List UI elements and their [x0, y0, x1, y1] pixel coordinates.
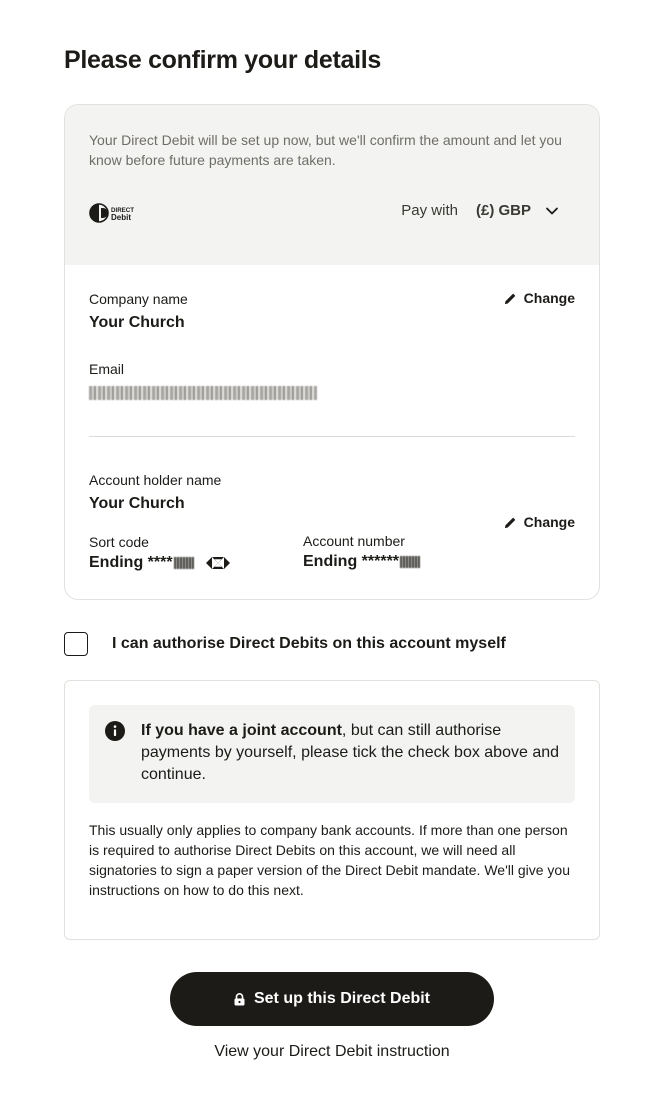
bank-logo-icon	[206, 556, 230, 570]
change-company-label: Change	[523, 290, 575, 306]
sort-code-label: Sort code	[89, 534, 149, 550]
authorise-checkbox[interactable]	[64, 632, 88, 656]
page-title: Please confirm your details	[64, 46, 382, 74]
info-text-bold: If you have a joint account	[141, 722, 342, 739]
currency-selector[interactable]	[401, 202, 559, 219]
account-number-label: Account number	[303, 533, 405, 549]
summary-panel	[65, 105, 599, 265]
account-holder-label: Account holder name	[89, 472, 222, 488]
sort-code-digits-redacted	[174, 557, 194, 569]
consent-row	[64, 632, 506, 656]
info-paragraph: This usually only applies to company bank accounts. If more than one person is required to authorise Direct Debits on this account, we will need all signatories to sign a paper version of the Direct Debit mandate. We'll give you instructions on how to do this next.	[89, 822, 570, 898]
view-instruction-link[interactable]: View your Direct Debit instruction	[214, 1043, 450, 1060]
details-card	[64, 104, 600, 600]
sort-code-value: Ending ****	[89, 554, 173, 571]
currency-value: (£) GBP	[475, 202, 531, 219]
email-value-redacted	[89, 386, 317, 400]
company-name-label: Company name	[89, 291, 188, 307]
account-number-digits-redacted	[400, 556, 420, 568]
chevron-down-icon	[545, 204, 559, 218]
summary-note: Your Direct Debit will be set up now, but we'll confirm the amount and let you know before future payments are taken.	[89, 132, 562, 168]
pencil-icon	[504, 516, 517, 529]
change-account-label: Change	[523, 514, 575, 530]
change-company-button[interactable]	[504, 290, 575, 306]
change-account-button[interactable]	[504, 514, 575, 530]
divider	[89, 436, 575, 437]
joint-account-info-card	[64, 680, 600, 940]
company-name-value: Your Church	[89, 314, 185, 331]
account-number-field	[303, 553, 420, 571]
setup-direct-debit-button[interactable]	[170, 972, 494, 1026]
direct-debit-logo	[89, 203, 153, 223]
sort-code-field	[89, 554, 230, 572]
info-text-rest: , but can still authorise payments by yourself, please tick the check box above and continue.	[141, 722, 560, 783]
info-callout	[89, 705, 575, 803]
account-number-value: Ending ******	[303, 553, 400, 570]
authorise-checkbox-label[interactable]: I can authorise Direct Debits on this account myself	[112, 635, 506, 652]
info-text	[141, 720, 565, 786]
pencil-icon	[504, 292, 517, 305]
setup-direct-debit-label: Set up this Direct Debit	[253, 990, 431, 1007]
account-holder-value: Your Church	[89, 495, 185, 512]
svg-text:DIRECT: DIRECT	[111, 207, 135, 214]
info-icon	[105, 721, 125, 741]
email-label: Email	[89, 361, 125, 377]
svg-text:Debit: Debit	[111, 213, 131, 222]
lock-icon	[234, 993, 245, 1006]
pay-with-label: Pay with	[401, 202, 458, 219]
